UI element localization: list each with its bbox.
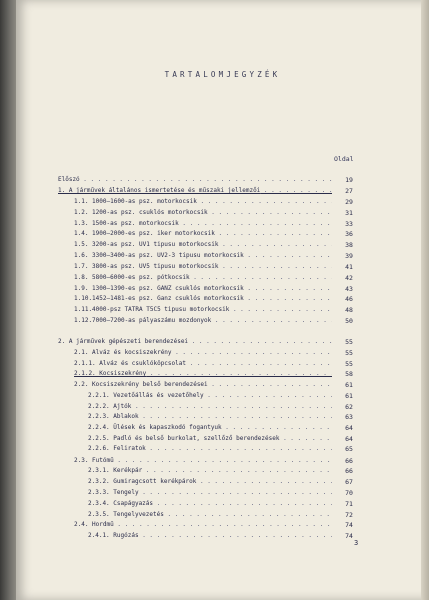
toc-entry — [16, 273, 429, 283]
toc-entry — [16, 262, 429, 272]
toc-entry-page: 55 — [345, 349, 353, 357]
page-column-header: Oldal — [334, 155, 354, 163]
toc-entry — [16, 402, 429, 412]
toc-entry — [16, 197, 429, 207]
toc-entry-title: 2.1.1. Alváz és csuklóköpcsolat . . . — [74, 359, 332, 369]
toc-entry-page: 71 — [345, 500, 353, 508]
toc-entry-page: 41 — [345, 263, 353, 271]
toc-entry-page: 74 — [345, 521, 353, 529]
toc-entry-title: 1.11.4000-psz TATRA T5C5 tipusu motorkocsik . . . — [74, 305, 332, 315]
toc-entry-title: 1.1. 1000–1600-as psz. motorkocsik . . . — [74, 197, 332, 207]
toc-entry — [16, 348, 429, 358]
toc-entry — [16, 359, 429, 369]
toc-entry-title: 1.7. 3800-as psz. UV5 tipusu motorkocsik . . . — [74, 262, 332, 272]
toc-entry-title: 2.3.3. Tengely . . . — [88, 488, 332, 498]
toc-entry — [16, 423, 429, 433]
toc-entry — [16, 208, 429, 218]
toc-entry — [16, 391, 429, 401]
toc-entry — [16, 510, 429, 520]
toc-entry-page: 64 — [345, 435, 353, 443]
toc-entry — [16, 520, 429, 530]
toc-entry — [16, 466, 429, 476]
toc-entry-page: 36 — [345, 230, 353, 238]
toc-entry-page: 58 — [345, 370, 353, 378]
toc-entry-page: 42 — [345, 274, 353, 282]
toc-entry-title: 1.2. 1200-as psz. csuklós motorkocsik . . . — [74, 208, 332, 218]
toc-entry-page: 72 — [345, 511, 353, 519]
toc-entry-page: 46 — [345, 295, 353, 303]
toc-entry — [16, 444, 429, 454]
toc-entry-title: 2.2.1. Vezetőállás és vezetőhely . . . — [88, 391, 332, 401]
toc-entry-page: 61 — [345, 381, 353, 389]
toc-entry-title: 1.8. 5800–6000-es psz. pótkocsik . . . — [74, 273, 332, 283]
toc-entry-title: 2.3.4. Csapágyazás . . . — [88, 499, 332, 509]
toc-entry-title: 2.2.5. Padló és belső burkolat, szellőző berendezések . . . — [88, 434, 332, 444]
toc-entry — [16, 251, 429, 261]
document-page — [16, 0, 429, 600]
toc-entry — [16, 284, 429, 294]
toc-entry-title: 2.2.2. Ajtók . . . — [88, 402, 332, 412]
toc-entry-title: 1.10.1452–1481-es psz. Ganz csuklós motorkocsik . . . — [74, 294, 332, 304]
toc-entry-page: 61 — [345, 392, 353, 400]
toc-entry — [16, 477, 429, 487]
toc-entry — [16, 175, 429, 185]
toc-entry-page: 19 — [345, 176, 353, 184]
toc-entry — [16, 488, 429, 498]
toc-entry-title: 2.2.6. Feliratok . . . — [88, 444, 332, 454]
toc-entry — [16, 456, 429, 466]
toc-entry — [16, 337, 429, 347]
toc-entry-page: 33 — [345, 220, 353, 228]
toc-entry-page: 55 — [345, 360, 353, 368]
toc-entry — [16, 229, 429, 239]
toc-entry-page: 39 — [345, 252, 353, 260]
toc-entry — [16, 305, 429, 315]
toc-entry-page: 62 — [345, 403, 353, 411]
toc-entry-title: 2.4. Hordmű . . . — [74, 520, 332, 530]
book-binding — [0, 0, 16, 600]
toc-entry-page: 70 — [345, 489, 353, 497]
toc-entry-title: 1.3. 1500-as psz. motorkocsik . . . — [74, 219, 332, 229]
toc-entry-title: 1.6. 3300–3400-as psz. UV2-3 tipusu motorkocsik . . . — [74, 251, 332, 261]
toc-entry — [16, 369, 429, 379]
toc-entry-title: 2.3.5. Tengelyvezetés . . . — [88, 510, 332, 520]
toc-entry-page: 55 — [345, 338, 353, 346]
page-number: 3 — [354, 539, 359, 547]
toc-entry — [16, 412, 429, 422]
toc-entry-title: 2.3.1. Kerékpár . . . — [88, 466, 332, 476]
toc-entry — [16, 219, 429, 229]
toc-entry — [16, 531, 429, 541]
toc-entry-title: 1.4. 1900–2000-es psz. iker motorkocsik . . . — [74, 229, 332, 239]
toc-entry-page: 74 — [345, 532, 353, 540]
toc-entry — [16, 380, 429, 390]
toc-entry-page: 65 — [345, 445, 353, 453]
toc-entry-title: 2.3. Futómű . . . — [74, 456, 332, 466]
toc-entry-page: 43 — [345, 285, 353, 293]
toc-entry-page: 38 — [345, 241, 353, 249]
toc-entry-title: 1.5. 3200-as psz. UV1 tipusu motorkocsik . . . — [74, 240, 332, 250]
toc-entry-title: 2.3.2. Gumiragcsott kerékpárok . . . — [88, 477, 332, 487]
toc-entry — [16, 186, 429, 196]
toc-entry-page: 31 — [345, 209, 353, 217]
toc-entry-title: Előszó . . . — [58, 175, 332, 185]
toc-entry-page: 64 — [345, 424, 353, 432]
toc-entry-page: 48 — [345, 306, 353, 314]
toc-entry-page: 27 — [345, 187, 353, 195]
toc-entry-page: 50 — [345, 317, 353, 325]
toc-entry-title: 2.1. Alváz és kocsiszekrény . . . — [74, 348, 332, 358]
toc-entry-title: 1.9. 1300–1390-es psz. GANZ csuklós motorkocsik . . . — [74, 284, 332, 294]
toc-entry-title: 1. A járművek általános ismertetése és műszaki jellemzői . . . — [58, 186, 332, 196]
toc-entry-title: 1.12.7000–7200-as pályaszámu mozdonyok . . . — [74, 316, 332, 326]
toc-entry-title: 2. A járművek gépészeti berendezései . . . — [58, 337, 332, 347]
page-title: TARTALOMJEGYZÉK — [164, 70, 281, 79]
toc-entry — [16, 499, 429, 509]
toc-entry-title: 2.2.3. Ablakok . . . — [88, 412, 332, 422]
toc-entry-page: 29 — [345, 198, 353, 206]
toc-entry-title: 2.2.4. Ülések és kapaszkodó fogantyuk . . . — [88, 423, 332, 433]
toc-entry-title: 2.4.1. Rugózás . . . — [88, 531, 332, 541]
toc-entry-title: 2.1.2. Kocsiszekrény . . . — [74, 369, 332, 379]
toc-entry-page: 66 — [345, 467, 353, 475]
toc-entry-page: 63 — [345, 413, 353, 421]
toc-entry — [16, 316, 429, 326]
toc-entry-page: 66 — [345, 457, 353, 465]
toc-entry-title: 2.2. Kocsiszekrény belső berendezései . . . — [74, 380, 332, 390]
toc-entry — [16, 240, 429, 250]
toc-entry — [16, 434, 429, 444]
toc-entry-page: 67 — [345, 478, 353, 486]
toc-entry — [16, 294, 429, 304]
